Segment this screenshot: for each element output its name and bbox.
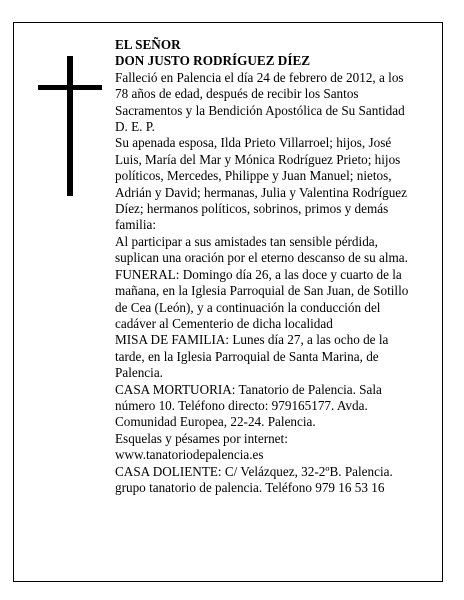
family-paragraph: Su apenada esposa, Ilda Prieto Villarroel; hijos, José Luis, María del Mar y Mónica Rodríguez Prieto; hijos políticos, Mercedes, Philippe y Juan Manuel; nietos, Adrián y David; hermanas, Julia y Valentina Rodríguez Díez; hermanos políticos, sobrinos, primos y demás familia:	[115, 135, 408, 233]
cross-vertical-bar	[67, 56, 73, 196]
heading-title: EL SEÑOR	[115, 37, 181, 52]
rip-line: D. E. P.	[115, 119, 155, 135]
heading-name: DON JUSTO RODRÍGUEZ DÍEZ	[115, 53, 311, 69]
mass-paragraph: MISA DE FAMILIA: Lunes día 27, a las ocho de la tarde, en la Iglesia Parroquial de Santa Marina, de Palencia.	[115, 332, 389, 381]
death-paragraph: Falleció en Palencia el día 24 de febrero de 2012, a los 78 años de edad, después de recibir los Santos Sacramentos y la Bendición Apostólica de Su Santidad	[115, 69, 405, 118]
funeral-paragraph: FUNERAL: Domingo día 26, a las doce y cuarto de la mañana, en la Iglesia Parroquial de San Juan, de Sotillo de Cea (León), y a continuación la conducción del cadáver al Cementerio de dicha localidad	[115, 266, 409, 331]
online-label: Esquelas y pésames por internet:	[115, 430, 288, 446]
mortuary-paragraph: CASA MORTUORIA: Tanatorio de Palencia. Sala número 10. Teléfono directo: 979165177. Avda. Comunidad Europea, 22-24. Palencia.	[115, 381, 382, 430]
cross-horizontal-bar	[38, 85, 102, 90]
cross-icon	[38, 56, 102, 196]
home-address: CASA DOLIENTE: C/ Velázquez, 32-2ºB. Palencia.	[115, 463, 393, 479]
company-line: grupo tanatorio de palencia. Teléfono 979 16 53 16	[115, 479, 385, 495]
obituary-text	[115, 37, 415, 496]
online-url: www.tanatoriodepalencia.es	[115, 447, 264, 463]
obituary-notice	[13, 22, 443, 582]
request-paragraph: Al participar a sus amistades tan sensible pérdida, suplican una oración por el eterno descanso de su alma.	[115, 233, 408, 266]
